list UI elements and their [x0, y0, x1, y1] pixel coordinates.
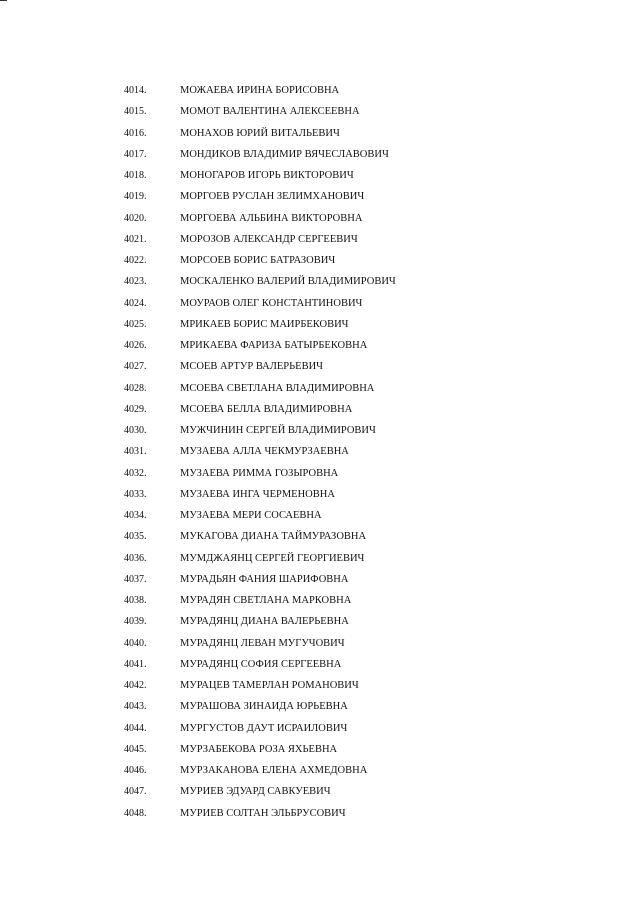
entry-name: МОЖАЕВА ИРИНА БОРИСОВНА — [180, 85, 340, 96]
list-item — [0, 271, 639, 292]
list-item — [0, 569, 639, 590]
list-item — [0, 739, 639, 760]
entry-name: МУЗАЕВА ИНГА ЧЕРМЕНОВНА — [180, 488, 335, 500]
entry-number: 4027. — [124, 361, 147, 373]
list-item — [0, 250, 639, 271]
entry-name: МУРАДЯНЦ ДИАНА ВАЛЕРЬЕВНА — [180, 616, 349, 628]
entry-number: 4041. — [124, 658, 147, 670]
entry-name: МУЖЧИНИН СЕРГЕЙ ВЛАДИМИРОВИЧ — [180, 425, 376, 436]
list-item — [0, 123, 639, 144]
entry-name: МОРСОЕВ БОРИС БАТРАЗОВИЧ — [180, 255, 336, 266]
entry-name: МУРАДЯНЦ ЛЕВАН МУГУЧОВИЧ — [180, 637, 345, 649]
entry-number: 4033. — [124, 488, 147, 500]
entry-number: 4026. — [124, 340, 147, 351]
entry-name: МУКАГОВА ДИАНА ТАЙМУРАЗОВНА — [180, 531, 367, 543]
entry-name: МРИКАЕВА ФАРИЗА БАТЫРБЕКОВНА — [180, 340, 368, 351]
entry-number: 4032. — [124, 467, 147, 479]
name-list — [0, 80, 639, 824]
entry-name: МСОЕВ АРТУР ВАЛЕРЬЕВИЧ — [180, 361, 323, 373]
entry-name: МСОЕВА БЕЛЛА ВЛАДИМИРОВНА — [180, 403, 353, 415]
entry-name: МУРЗАБЕКОВА РОЗА ЯХЬЕВНА — [180, 743, 338, 755]
entry-name: МОНДИКОВ ВЛАДИМИР ВЯЧЕСЛАВОВИЧ — [180, 148, 389, 160]
list-item — [0, 590, 639, 611]
list-item — [0, 144, 639, 165]
list-item — [0, 208, 639, 229]
entry-name: МУРИЕВ ЭДУАРД САВКУЕВИЧ — [180, 786, 331, 798]
corner-mark — [0, 0, 7, 1]
entry-number: 4024. — [124, 297, 147, 309]
list-item — [0, 80, 639, 101]
entry-number: 4046. — [124, 765, 147, 776]
entry-number: 4023. — [124, 276, 147, 288]
list-item — [0, 463, 639, 484]
entry-name: МУРИЕВ СОЛТАН ЭЛЬБРУСОВИЧ — [180, 807, 346, 819]
entry-number: 4045. — [124, 743, 147, 755]
entry-name: МОНОГАРОВ ИГОРЬ ВИКТОРОВИЧ — [180, 170, 354, 181]
entry-number: 4017. — [124, 148, 147, 160]
list-item — [0, 356, 639, 377]
list-item — [0, 484, 639, 505]
entry-name: МУРГУСТОВ ДАУТ ИСРАИЛОВИЧ — [180, 722, 348, 734]
list-item — [0, 505, 639, 526]
entry-number: 4018. — [124, 170, 147, 181]
entry-number: 4036. — [124, 552, 147, 564]
list-item — [0, 441, 639, 462]
entry-name: МОРГОЕВА АЛЬБИНА ВИКТОРОВНА — [180, 212, 363, 224]
entry-name: МУРАДЯНЦ СОФИЯ СЕРГЕЕВНА — [180, 658, 342, 670]
entry-number: 4021. — [124, 233, 147, 245]
entry-name: МУЗАЕВА АЛЛА ЧЕКМУРЗАЕВНА — [180, 446, 349, 458]
list-item — [0, 314, 639, 335]
list-item — [0, 165, 639, 186]
entry-name: МОРОЗОВ АЛЕКСАНДР СЕРГЕЕВИЧ — [180, 233, 358, 245]
entry-number: 4029. — [124, 403, 147, 415]
entry-name: МОНАХОВ ЮРИЙ ВИТАЛЬЕВИЧ — [180, 127, 340, 139]
entry-name: МОУРАОВ ОЛЕГ КОНСТАНТИНОВИЧ — [180, 297, 363, 309]
list-item — [0, 633, 639, 654]
list-item — [0, 335, 639, 356]
list-item — [0, 101, 639, 122]
entry-name: МУМДЖАЯНЦ СЕРГЕЙ ГЕОРГИЕВИЧ — [180, 552, 365, 564]
list-item — [0, 293, 639, 314]
entry-name: МОСКАЛЕНКО ВАЛЕРИЙ ВЛАДИМИРОВИЧ — [180, 276, 396, 288]
list-item — [0, 548, 639, 569]
list-item — [0, 399, 639, 420]
list-item — [0, 760, 639, 781]
entry-number: 4016. — [124, 127, 147, 139]
entry-number: 4031. — [124, 446, 147, 458]
entry-name: МУРАДЯН СВЕТЛАНА МАРКОВНА — [180, 595, 352, 606]
entry-name: МУРАЦЕВ ТАМЕРЛАН РОМАНОВИЧ — [180, 680, 359, 691]
list-item — [0, 696, 639, 717]
entry-number: 4019. — [124, 191, 147, 203]
entry-number: 4047. — [124, 786, 147, 798]
entry-number: 4042. — [124, 680, 147, 691]
entry-name: МУРЗАКАНОВА ЕЛЕНА АХМЕДОВНА — [180, 765, 368, 776]
entry-number: 4043. — [124, 701, 147, 713]
entry-name: МСОЕВА СВЕТЛАНА ВЛАДИМИРОВНА — [180, 382, 375, 394]
entry-number: 4038. — [124, 595, 147, 606]
entry-number: 4044. — [124, 722, 147, 734]
entry-number: 4035. — [124, 531, 147, 543]
list-item — [0, 803, 639, 824]
entry-number: 4015. — [124, 106, 147, 118]
entry-name: МУЗАЕВА МЕРИ СОСАЕВНА — [180, 510, 322, 521]
entry-number: 4040. — [124, 637, 147, 649]
list-item — [0, 378, 639, 399]
entry-name: МУРАШОВА ЗИНАИДА ЮРЬЕВНА — [180, 701, 348, 713]
list-item — [0, 718, 639, 739]
list-item — [0, 420, 639, 441]
entry-number: 4025. — [124, 318, 147, 330]
list-item — [0, 526, 639, 547]
entry-name: МОМОТ ВАЛЕНТИНА АЛЕКСЕЕВНА — [180, 106, 360, 118]
entry-number: 4037. — [124, 573, 147, 585]
entry-number: 4022. — [124, 255, 147, 266]
list-item — [0, 654, 639, 675]
list-item — [0, 675, 639, 696]
entry-number: 4034. — [124, 510, 147, 521]
entry-number: 4039. — [124, 616, 147, 628]
entry-name: МУРАДЬЯН ФАНИЯ ШАРИФОВНА — [180, 573, 349, 585]
entry-number: 4014. — [124, 85, 147, 96]
list-item — [0, 611, 639, 632]
entry-number: 4020. — [124, 212, 147, 224]
entry-number: 4030. — [124, 425, 147, 436]
entry-number: 4028. — [124, 382, 147, 394]
list-item — [0, 229, 639, 250]
entry-number: 4048. — [124, 807, 147, 819]
entry-name: МУЗАЕВА РИММА ГОЗЫРОВНА — [180, 467, 339, 479]
list-item — [0, 186, 639, 207]
entry-name: МОРГОЕВ РУСЛАН ЗЕЛИМХАНОВИЧ — [180, 191, 365, 203]
entry-name: МРИКАЕВ БОРИС МАИРБЕКОВИЧ — [180, 318, 349, 330]
list-item — [0, 781, 639, 802]
